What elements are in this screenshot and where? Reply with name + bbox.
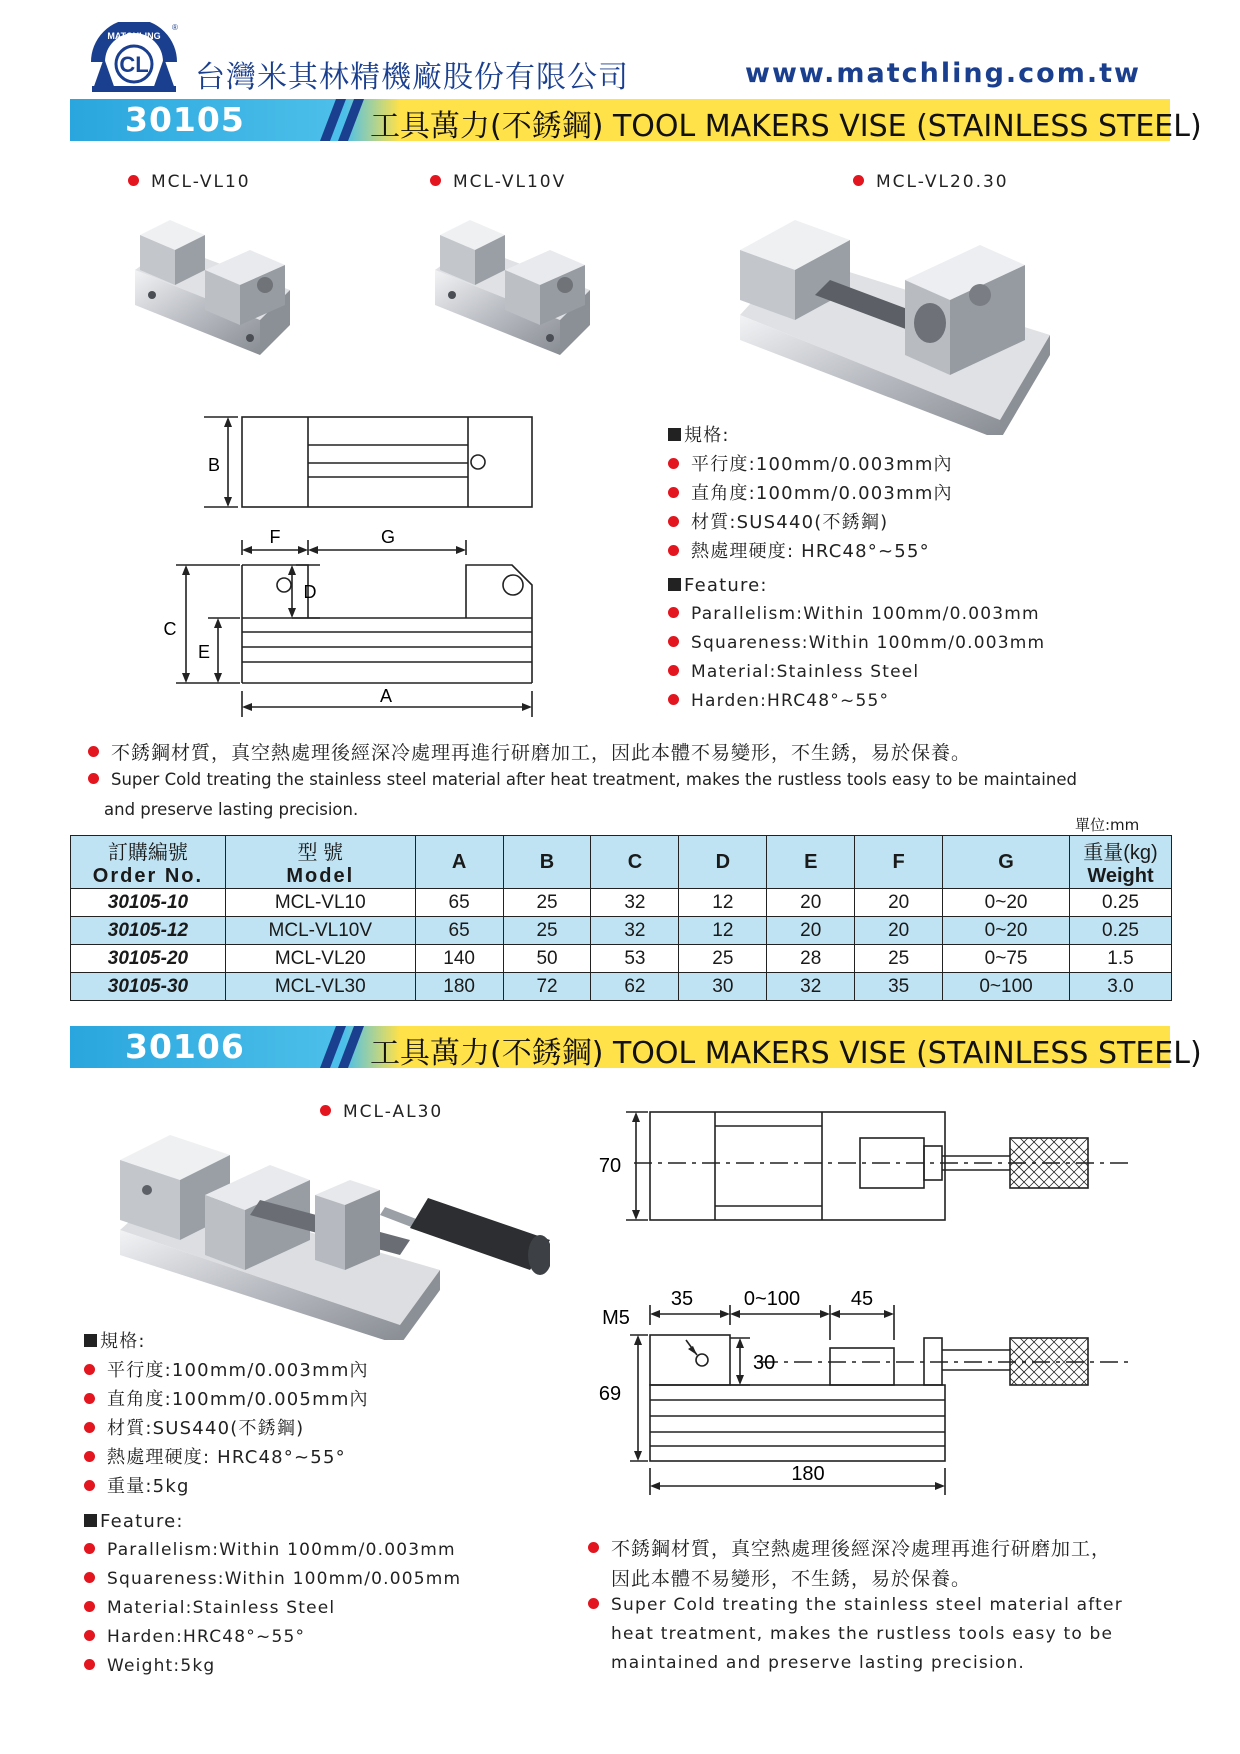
logo-text: MATCHLING	[107, 31, 161, 41]
model-label: MCL-VL10V	[430, 172, 566, 192]
note-en: Super Cold treating the stainless steel material after heat treatment, makes the rustless tools easy to be maintained	[88, 770, 1077, 789]
table-row: 30105-30 MCL-VL30 180 72 62 30 32 35 0~100 3.0	[71, 973, 1172, 1001]
bullet-icon	[430, 175, 441, 186]
bullet-icon	[668, 545, 679, 556]
dimension-drawing-30106	[590, 1100, 1150, 1504]
bullet-icon	[853, 175, 864, 186]
bullet-icon	[84, 1572, 95, 1583]
spec-list-zh: 規格: 平行度:100mm/0.003mm內 直角度:100mm/0.005mm內 材質:SUS440(不銹鋼) 熱處理硬度: HRC48°~55° 重量:5kg	[84, 1328, 369, 1501]
bullet-icon	[84, 1601, 95, 1612]
note-en: Super Cold treating the stainless steel material after	[588, 1595, 1123, 1615]
spec-heading: 規格:	[84, 1328, 369, 1356]
spec-heading: Feature:	[668, 572, 1045, 600]
bullet-icon	[84, 1630, 95, 1641]
table-row: 30105-20 MCL-VL20 140 50 53 25 28 25 0~75 1.5	[71, 945, 1172, 973]
website-url[interactable]: www.matchling.com.tw	[745, 58, 1141, 89]
dim-label-f: F	[269, 527, 281, 547]
dim-label-g: G	[380, 527, 396, 547]
col-header-order: 訂購編號 Order No.	[71, 836, 226, 889]
table-row: 30105-10 MCL-VL10 65 25 32 12 20 20 0~20 0.25	[71, 889, 1172, 917]
bullet-icon	[84, 1451, 95, 1462]
bullet-icon	[88, 773, 99, 784]
slash-decoration-icon	[302, 99, 372, 141]
dim-label-69: 69	[598, 1383, 622, 1405]
bullet-icon	[84, 1393, 95, 1404]
bullet-icon	[88, 746, 99, 757]
bullet-icon	[84, 1422, 95, 1433]
dim-label-a: A	[379, 686, 393, 706]
section-code: 30105	[125, 100, 245, 139]
square-icon	[84, 1514, 97, 1527]
note-en-cont: heat treatment, makes the rustless tools easy to be	[611, 1624, 1114, 1644]
dim-label-e: E	[197, 642, 211, 662]
spec-list-zh: 規格: 平行度:100mm/0.003mm內 直角度:100mm/0.003mm內 材質:SUS440(不銹鋼) 熱處理硬度: HRC48°~55°	[668, 422, 953, 566]
dim-label-180: 180	[791, 1463, 825, 1485]
bullet-icon	[668, 694, 679, 705]
section-title: 工具萬力(不銹鋼) TOOL MAKERS VISE (STAINLESS STEEL)	[370, 1036, 1202, 1071]
model-label: MCL-VL20.30	[853, 172, 1009, 192]
square-icon	[668, 428, 681, 441]
bullet-icon	[84, 1364, 95, 1375]
bullet-icon	[668, 665, 679, 676]
section-banner-30106	[70, 1026, 1202, 1071]
model-label: MCL-VL10	[128, 172, 251, 192]
note-zh: 不銹鋼材質，真空熱處理後經深冷處理再進行研磨加工，	[588, 1534, 1111, 1561]
dim-label-0-100: 0~100	[743, 1288, 801, 1310]
table-row: 30105-12 MCL-VL10V 65 25 32 12 20 20 0~20 0.25	[71, 917, 1172, 945]
note-zh-cont: 因此本體不易變形，不生銹，易於保養。	[611, 1568, 972, 1590]
bullet-icon	[588, 1598, 599, 1609]
company-logo	[90, 22, 178, 92]
note-en-cont: maintained and preserve lasting precision.	[611, 1653, 1026, 1673]
dim-label-70: 70	[598, 1155, 622, 1177]
col-header-b: B	[503, 836, 591, 889]
bullet-icon	[668, 458, 679, 469]
col-header-e: E	[767, 836, 855, 889]
square-icon	[668, 578, 681, 591]
section-code: 30106	[125, 1027, 245, 1066]
bullet-icon	[668, 516, 679, 527]
dim-label-30: 30	[753, 1352, 776, 1374]
svg-text:®: ®	[172, 23, 178, 32]
bullet-icon	[668, 487, 679, 498]
spec-list-en: Feature: Parallelism:Within 100mm/0.003mm Squareness:Within 100mm/0.005mm Material:Stainless Steel Harden:HRC48°~55° Weight:5kg	[84, 1508, 461, 1681]
dim-label-m5: M5	[602, 1307, 630, 1329]
section-banner-30105	[70, 99, 1202, 144]
bullet-icon	[84, 1543, 95, 1554]
dim-label-c: C	[163, 619, 177, 639]
col-header-g: G	[943, 836, 1070, 889]
bullet-icon	[128, 175, 139, 186]
col-header-c: C	[591, 836, 679, 889]
dim-label-35: 35	[670, 1288, 694, 1310]
unit-label: 單位:mm	[1075, 816, 1140, 834]
spec-table-30105	[70, 835, 1172, 1001]
col-header-f: F	[855, 836, 943, 889]
bullet-icon	[668, 607, 679, 618]
company-name: 台灣米其林精機廠股份有限公司	[195, 60, 629, 95]
bullet-icon	[84, 1480, 95, 1491]
note-en-cont: and preserve lasting precision.	[104, 800, 359, 819]
product-image-vl20-30	[735, 205, 1055, 439]
slash-decoration-icon	[302, 1026, 372, 1068]
product-image-vl10v	[430, 215, 605, 369]
col-header-model: 型 號 Model	[225, 836, 415, 889]
product-image-vl10	[130, 215, 305, 369]
dim-label-d: D	[303, 582, 317, 602]
bullet-icon	[84, 1659, 95, 1670]
dimension-drawing-30105	[160, 405, 560, 729]
svg-text:CL: CL	[119, 52, 149, 77]
spec-heading: Feature:	[84, 1508, 461, 1536]
square-icon	[84, 1334, 97, 1347]
col-header-weight: 重量(kg) Weight	[1070, 836, 1172, 889]
col-header-d: D	[679, 836, 767, 889]
spec-heading: 規格:	[668, 422, 953, 450]
bullet-icon	[588, 1542, 599, 1553]
col-header-a: A	[415, 836, 503, 889]
dim-label-45: 45	[850, 1288, 874, 1310]
section-title: 工具萬力(不銹鋼) TOOL MAKERS VISE (STAINLESS STEEL)	[370, 109, 1202, 144]
bullet-icon	[320, 1105, 331, 1116]
product-image-al30	[110, 1120, 550, 1344]
bullet-icon	[668, 636, 679, 647]
note-zh: 不銹鋼材質，真空熱處理後經深冷處理再進行研磨加工，因此本體不易變形，不生銹，易於保養。	[88, 738, 971, 765]
model-label: MCL-AL30	[320, 1102, 443, 1122]
table-header-row	[71, 836, 1172, 889]
spec-list-en: Feature: Parallelism:Within 100mm/0.003mm Squareness:Within 100mm/0.003mm Material:Stainless Steel Harden:HRC48°~55°	[668, 572, 1045, 716]
dim-label-b: B	[207, 455, 221, 475]
